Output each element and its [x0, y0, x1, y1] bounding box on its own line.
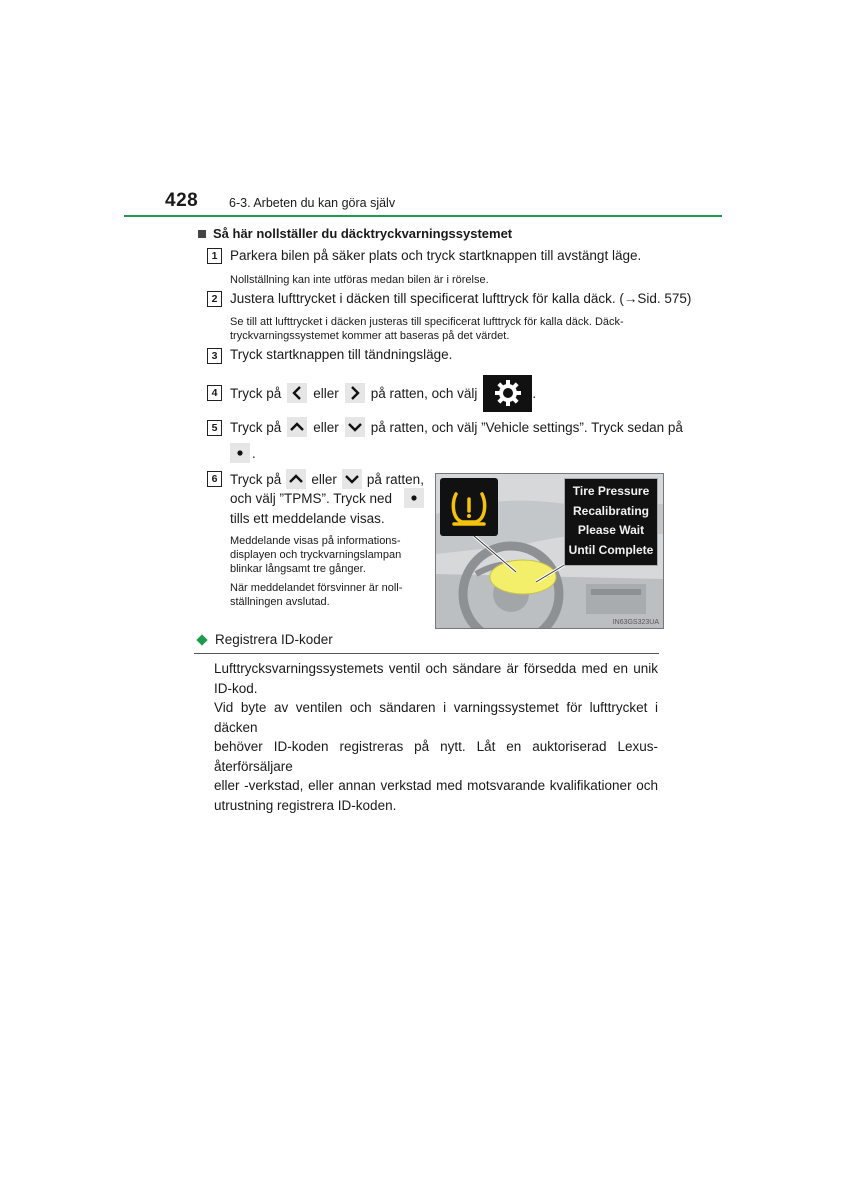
step-6-note-line-2: displayen och tryckvarningslampan	[230, 549, 402, 561]
step-6-part-4: och välj ”TPMS”. Tryck ned	[230, 490, 393, 506]
step-6-part-1: Tryck på	[230, 471, 282, 487]
message-line-2: Recalibrating	[572, 503, 650, 518]
page-number: 428	[165, 190, 199, 211]
step-number-4: 4	[207, 385, 222, 401]
step-number-2: 2	[207, 291, 222, 307]
chevron-down-icon	[342, 469, 362, 489]
step-4-text	[230, 374, 536, 412]
tpms-message-display	[564, 478, 658, 566]
illustration-code: IN63GS323UA	[612, 619, 659, 626]
section-heading	[198, 226, 512, 241]
step-4-part-1: Tryck på	[230, 385, 282, 401]
step-6-line-3: tills ett meddelande visas.	[230, 511, 385, 526]
chapter-title: 6-3. Arbeten du kan göra själv	[229, 196, 396, 210]
step-4-part-3: på ratten, och välj	[370, 385, 478, 401]
step-6-part-2: eller	[311, 471, 337, 487]
dashboard-illustration	[435, 473, 664, 629]
tire-pressure-warning-icon	[440, 478, 498, 536]
step-1-text: Parkera bilen på säker plats och tryck startknappen till avstängt läge.	[230, 248, 642, 263]
chevron-up-icon	[286, 469, 306, 489]
square-bullet-icon	[198, 230, 206, 238]
gear-icon	[483, 375, 532, 412]
step-6-note-line-4: När meddelandet försvinner är noll-	[230, 582, 403, 594]
subsection-title: Registrera ID-koder	[215, 632, 333, 647]
dot-icon	[404, 488, 424, 508]
body-line-2: Vid byte av ventilen och sändaren i varningssystemet för lufttrycket i däcken	[214, 700, 658, 735]
chevron-left-icon	[287, 383, 307, 403]
body-line-1: Lufttrycksvarningssystemets ventil och sändare är försedda med en unik ID-kod.	[214, 661, 658, 696]
step-6-note-line-1: Meddelande visas på informations-	[230, 535, 401, 547]
body-line-4: eller -verkstad, eller annan verkstad med motsvarande kvalifikationer och	[214, 778, 658, 793]
step-6-line-2	[230, 488, 424, 508]
step-2-text: Justera lufttrycket i däcken till specificerat lufttryck för kalla däck. (→Sid. 575)	[230, 291, 692, 306]
chevron-down-icon	[345, 417, 365, 437]
step-1-note: Nollställning kan inte utföras medan bilen är i rörelse.	[230, 274, 489, 286]
section-title: Så här nollställer du däcktryckvarningssystemet	[213, 226, 513, 241]
step-2-note-line-2: tryckvarningssystemet kommer att baseras på det värdet.	[230, 330, 510, 342]
step-2-note-line-1: Se till att lufttrycket i däcken justeras till specificerat lufttryck för kalla däck. Däck-	[230, 316, 624, 328]
step-number-3: 3	[207, 348, 222, 364]
message-line-3: Please Wait	[577, 523, 645, 537]
dot-icon	[230, 443, 250, 463]
step-5-text-line-2	[230, 443, 256, 463]
step-number-1: 1	[207, 248, 222, 264]
body-line-5: utrustning registrera ID-koden.	[214, 797, 397, 813]
step-5-end: .	[252, 445, 256, 461]
step-number-5: 5	[207, 420, 222, 436]
step-6-part-3: på ratten,	[366, 471, 424, 487]
step-5-part-1: Tryck på	[230, 419, 282, 435]
message-line-1: Tire Pressure	[572, 484, 650, 498]
diamond-bullet-icon	[196, 634, 207, 645]
step-4-end: .	[532, 385, 537, 401]
body-line-3: behöver ID-koden registreras på nytt. Låt en auktoriserad Lexus-återförsäljare	[214, 739, 658, 774]
step-6-note-line-3: blinkar långsamt tre gånger.	[230, 563, 366, 575]
step-number-6: 6	[207, 471, 222, 487]
subsection-body	[214, 659, 658, 815]
step-3-text: Tryck startknappen till tändningsläge.	[230, 347, 453, 362]
chevron-up-icon	[287, 417, 307, 437]
header-rule	[124, 215, 722, 217]
step-5-part-2: eller	[313, 419, 339, 435]
subsection-rule	[194, 653, 659, 654]
step-6-line-1	[230, 469, 424, 489]
step-5-text	[230, 417, 683, 437]
step-6-note-line-5: ställningen avslutad.	[230, 596, 330, 608]
chevron-right-icon	[345, 383, 365, 403]
subsection-heading	[196, 632, 333, 647]
step-5-part-3: på ratten, och välj ”Vehicle settings”. Tryck sedan på	[370, 419, 683, 435]
step-4-part-2: eller	[313, 385, 339, 401]
message-line-4: Until Complete	[568, 542, 654, 557]
